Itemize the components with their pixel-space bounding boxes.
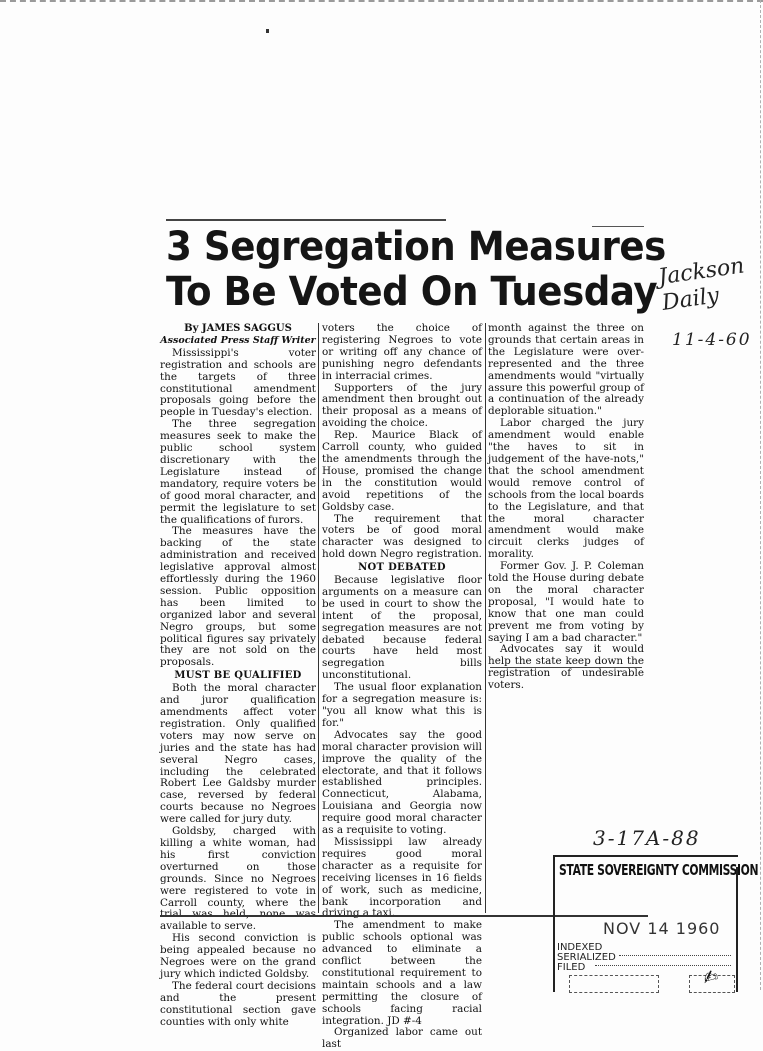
article-paragraph: Former Gov. J. P. Coleman told the House during debate on the moral character proposal, "I would hate to know that one man could prevent me from voting by saying I am a bad character." — [488, 560, 644, 644]
byline: By JAMES SAGGUS — [184, 323, 292, 334]
article-column-3 — [488, 323, 644, 692]
article-paragraph: month against the three on grounds that certain areas in the Legislature were over-represented and the three amendments would "virtually assure this powerful group of a continuation of the already deplorable situation." — [488, 322, 644, 418]
article-paragraph: Advocates say the good moral character provision will improve the quality of the electorate, and that it follows established principles. Connecticut, Alabama, Louisiana and Georgia now require good moral character as a requisite to voting. — [322, 728, 482, 837]
subheading: MUST BE QUALIFIED — [174, 670, 302, 682]
article-paragraph: The federal court decisions and the present constitutional section gave counties with only white — [160, 979, 316, 1028]
handwritten-initials-mark: ✍ — [700, 965, 721, 990]
article-column-1 — [160, 323, 316, 1028]
byline-credit: Associated Press Staff Writer — [160, 334, 316, 346]
article-paragraph: Rep. Maurice Black of Carroll county, who guided the amendments through the House, promised the change in the constitution would avoid repetitions of the Goldsby case. — [322, 429, 482, 513]
stamp-label-indexed: INDEXED — [557, 942, 603, 953]
article-paragraph: Both the moral character and juror qualification amendments affect voter registration. Only qualified voters may now serve on juries and the state has had several Negro cases, including the celebrated Robert Lee Galdsby murder case, reversed by federal courts because no Negroes were called for jury duty. — [160, 682, 316, 826]
handwritten-date: 11-4-60 — [672, 330, 752, 350]
article-paragraph: The amendment to make public schools optional was advanced to eliminate a conflict between the constitutional requirement to maintain schools and a law permitting the closure of schools facing racial integration. JD #-4 — [322, 919, 482, 1027]
article-paragraph: The three segregation measures seek to make the public school system discretionary with the Legislature instead of mandatory, require voters be of good moral character, and permit the legislature to set the qualifications of furors. — [160, 418, 316, 526]
headline — [166, 224, 666, 315]
stamp-label-serialized: SERIALIZED — [557, 952, 616, 963]
article-paragraph: Organized labor came out last — [322, 1026, 482, 1051]
subheading: NOT DEBATED — [358, 562, 446, 574]
article-paragraph: Goldsby, charged with killing a white woman, had his first conviction overturned on those grounds. Since no Negroes were registered to vote in Carroll county, where the trial was held, none was available to serve. — [160, 825, 316, 933]
article-paragraph: The requirement that voters be of good moral character was designed to hold down Negro registration. — [322, 512, 482, 561]
stamp-date: NOV 14 1960 — [603, 919, 721, 938]
article-column-2 — [322, 323, 482, 1051]
top-rule — [166, 219, 446, 221]
headline-line-2: To Be Voted On Tuesday — [166, 269, 658, 315]
article-paragraph: The measures have the backing of the state administration and received legislative approval almost effortlessly during the 1960 session. Public opposition has been limited to organized labor and several Negro groups, but some political figures say privately they are not sold on the proposals. — [160, 525, 316, 669]
stamp-border — [736, 867, 738, 992]
article-paragraph: Labor charged the jury amendment would enable "the haves to sit in judgement of the have-nots," that the school amendment would remove control of schools from the local boards to the Legislature, and that the moral character amendment would make circuit clerks judges of morality. — [488, 417, 644, 561]
commission-stamp — [553, 855, 759, 992]
stamp-entry-box — [569, 975, 659, 993]
column-divider — [318, 323, 319, 913]
scan-border-top — [0, 0, 763, 2]
column-end-rule — [490, 667, 642, 668]
stamp-dotted-line — [619, 955, 731, 956]
scan-speck — [266, 29, 269, 33]
article-paragraph: Mississippi's voter registration and schools are the targets of three constitutional amendment proposals going before the people in Tuesday's election. — [160, 346, 316, 419]
article-paragraph: voters the choice of registering Negroes to vote or writing off any chance of punishing negro defendants in interracial crimes. — [322, 322, 482, 382]
scan-border-right — [760, 0, 761, 990]
article-paragraph: Because legislative floor arguments on a measure can be used in court to show the intent of the proposal, segregation measures are not debated because federal courts have held most segregation bills unconstitutional. — [322, 574, 482, 682]
article-paragraph: Mississippi law already requires good moral character as a requisite for receiving licenses in 16 fields of work, such as medicine, bank incorporation and driving a taxi. — [322, 835, 482, 920]
handwritten-source: Jackson Daily — [656, 253, 746, 316]
article-paragraph: Advocates say it would help the state keep down the registration of undesirable voters. — [488, 643, 644, 692]
article-paragraph: The usual floor explanation for a segregation measure is: "you all know what this is for." — [322, 681, 482, 729]
article-paragraph: His second conviction is being appealed because no Negroes were on the grand jury which indicted Goldsby. — [160, 932, 316, 980]
handwritten-file-number: 3-17A-88 — [593, 826, 701, 850]
stamp-labels — [557, 943, 616, 973]
stamp-label-filed: FILED — [557, 962, 586, 973]
headline-line-1: 3 Segregation Measures — [166, 224, 666, 270]
column-divider — [485, 323, 486, 913]
stamp-title: STATE SOVEREIGNTY COMMISSION — [559, 861, 759, 879]
article-paragraph: Supporters of the jury amendment then brought out their proposal as a means of avoiding the choice. — [322, 381, 482, 430]
